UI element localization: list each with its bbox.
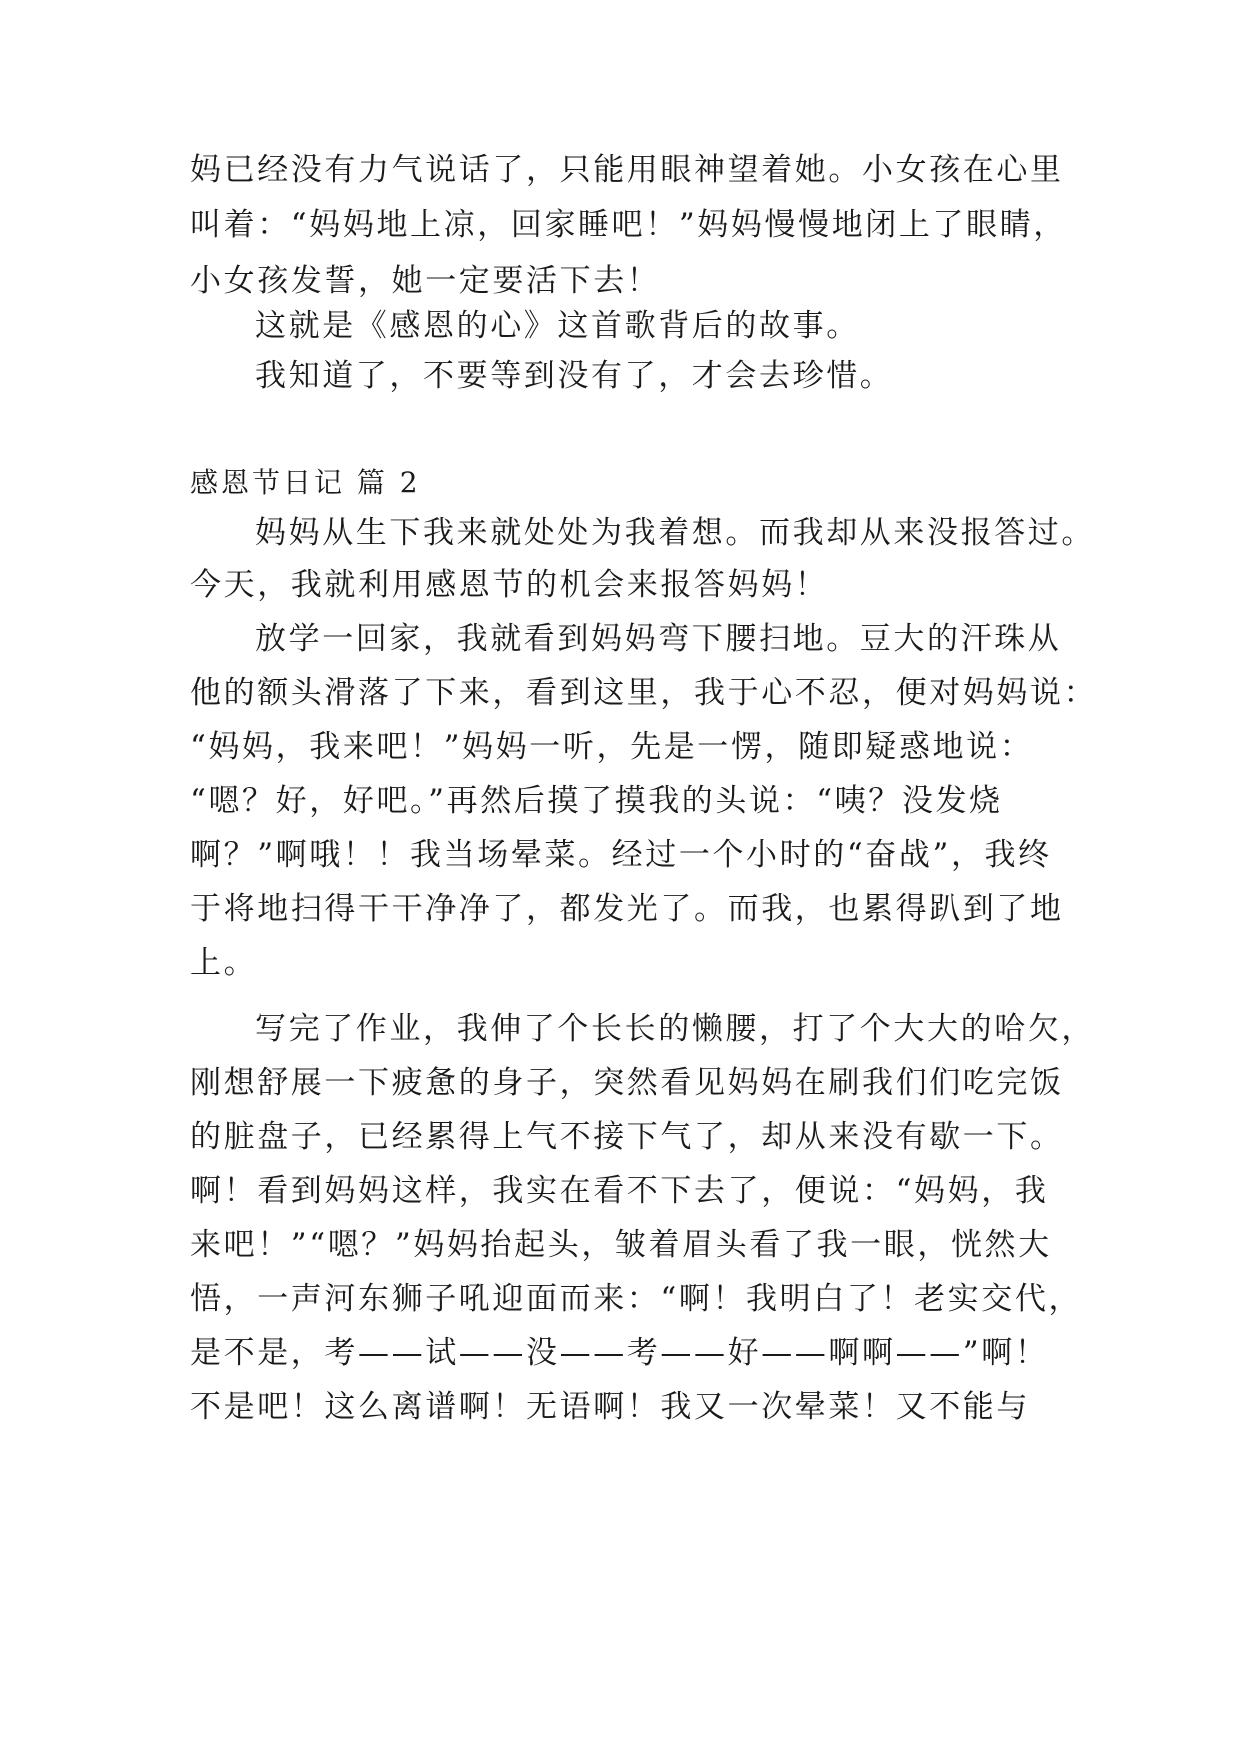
paragraph-line: “嗯？好，好吧。”再然后摸了摸我的头说：“咦？没发烧 [190, 783, 1003, 819]
paragraph-line: 是不是，考——试——没——考——好——啊啊——”啊！ [190, 1335, 1049, 1371]
paragraph-line: “妈妈，我来吧！”妈妈一听，先是一愣，随即疑惑地说： [190, 729, 1034, 765]
paragraph-line: 妈已经没有力气说话了，只能用眼神望着她。小女孩在心里 [190, 152, 1064, 188]
paragraph-line: 的脏盘子，已经累得上气不接下气了，却从来没有歇一下。 [190, 1119, 1064, 1155]
paragraph-line: 啊！看到妈妈这样，我实在看不下去了，便说：“妈妈，我 [190, 1173, 1049, 1209]
paragraph-line: 叫着：“妈妈地上凉，回家睡吧！”妈妈慢慢地闭上了眼睛， [190, 207, 1067, 243]
paragraph-line: 小女孩发誓，她一定要活下去！ [190, 263, 661, 299]
paragraph-line: 来吧！”“嗯？”妈妈抬起头，皱着眉头看了我一眼，恍然大 [190, 1227, 1052, 1263]
paragraph-line: 放学一回家，我就看到妈妈弯下腰扫地。豆大的汗珠从 [255, 621, 1062, 657]
paragraph-line: 我知道了，不要等到没有了，才会去珍惜。 [255, 358, 894, 394]
paragraph-line: 上。 [190, 945, 258, 981]
paragraph-line: 啊？”啊哦！！我当场晕菜。经过一个小时的“奋战”，我终 [190, 837, 1052, 873]
paragraph-line: 刚想舒展一下疲惫的身子，突然看见妈妈在刷我们们吃完饭 [190, 1065, 1064, 1101]
paragraph-line: 他的额头滑落了下来，看到这里，我于心不忍，便对妈妈说： [190, 675, 1098, 711]
paragraph-line: 于将地扫得干干净净了，都发光了。而我，也累得趴到了地 [190, 891, 1064, 927]
paragraph-line: 不是吧！这么离谱啊！无语啊！我又一次晕菜！又不能与 [190, 1389, 1030, 1425]
paragraph-line: 今天，我就利用感恩节的机会来报答妈妈！ [190, 567, 829, 603]
paragraph-line: 写完了作业，我伸了个长长的懒腰，打了个大大的哈欠， [255, 1011, 1095, 1047]
paragraph-line: 悟，一声河东狮子吼迎面而来：“啊！我明白了！老实交代， [190, 1281, 1083, 1317]
section-heading: 感恩节日记 篇 2 [190, 466, 421, 499]
paragraph-line: 这就是《感恩的心》这首歌背后的故事。 [255, 308, 860, 344]
paragraph-line: 妈妈从生下我来就处处为我着想。而我却从来没报答过。 [255, 515, 1095, 551]
